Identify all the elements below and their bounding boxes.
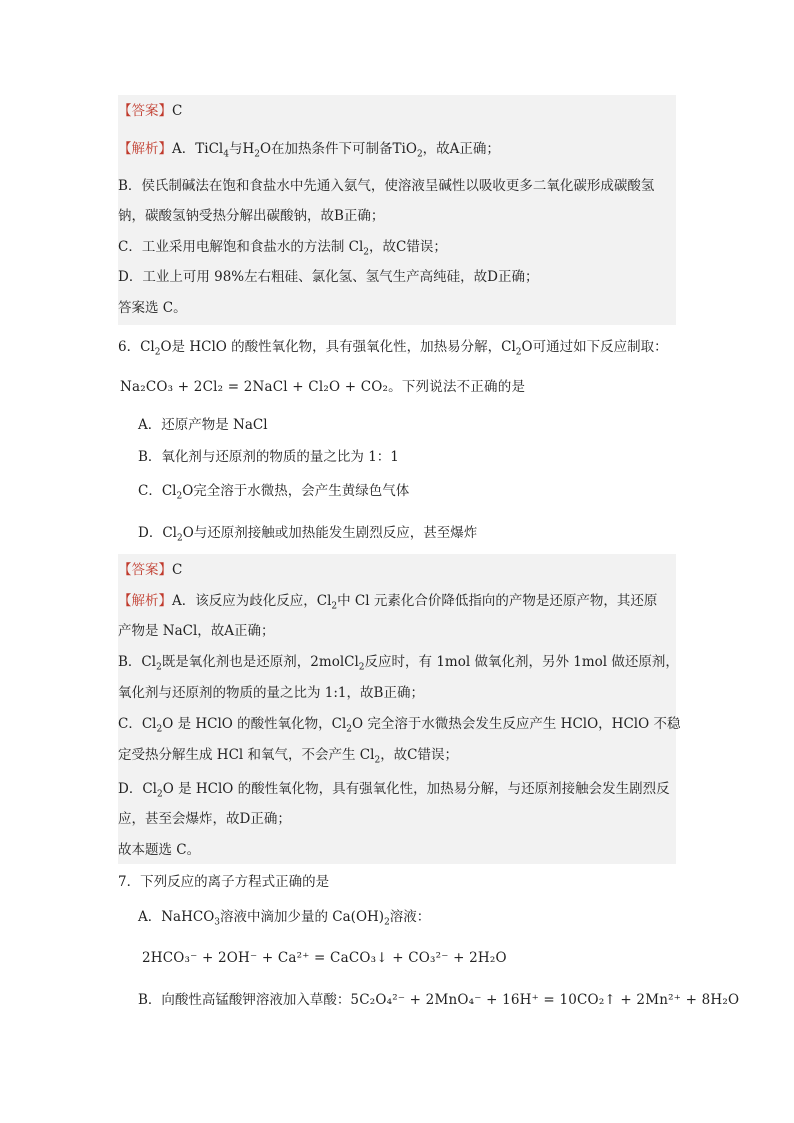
equation-q7-b: 5C₂O₄²⁻ + 2MnO₄⁻ + 16H⁺ = 10CO₂↑ + 2Mn²⁺ + 8H₂O — [350, 992, 740, 1008]
analysis-label: 【解析】 — [118, 141, 172, 157]
analysis-line-d1: D．$Cl_2O$ 是 HClO 的酸性氧化物，具有强氧化性，加热易分解，与还原剂接触会发生剧烈反 — [118, 781, 670, 800]
option-b-q6: B．氧化剂与还原剂的物质的量之比为 1：1 — [138, 449, 399, 465]
analysis-line-c1: C．$Cl_2O$ 是 HClO 的酸性氧化物，$Cl_2O$ 完全溶于水微热会发生反应产生 HClO，HClO 不稳 — [118, 716, 681, 735]
question-stem-q7: 7．下列反应的离子方程式正确的是 — [118, 874, 330, 890]
analysis-line-a2: 产物是 NaCl，故A正确； — [118, 623, 275, 639]
analysis-line-b2: 钠，碳酸氢钠受热分解出碳酸钠，故B正确； — [118, 208, 385, 224]
answer-label: 【答案】 — [118, 103, 172, 119]
analysis-label: 【解析】 — [118, 593, 172, 609]
answer-line — [118, 560, 182, 580]
analysis-line-c2: 定受热分解生成 HCl 和氧气，不会产生 $Cl_2$，故C错误； — [118, 747, 459, 766]
equation-q6: Na₂CO₃ + 2Cl₂ = 2NaCl + Cl₂O + CO₂。下列说法不正确的是 — [120, 379, 526, 395]
answer-value: C — [172, 562, 183, 578]
question-stem-q6: 6．$Cl_2O$是 HClO 的酸性氧化物，具有强氧化性，加热易分解，$Cl_2O$可通过如下反应制取： — [118, 339, 668, 358]
option-a-q7: A．NaHCO$_3$溶液中滴加少量的 $Ca(OH)_2$溶液： — [138, 909, 431, 928]
option-c-q6: C．$Cl_2O$完全溶于水微热，会产生黄绿色气体 — [138, 483, 410, 502]
equation-q7-a: 2HCO₃⁻ + 2OH⁻ + Ca²⁺ = CaCO₃↓ + CO₃²⁻ + 2H₂O — [142, 950, 507, 966]
option-d-q6: D．$Cl_2O$与还原剂接触或加热能发生剧烈反应，甚至爆炸 — [138, 525, 478, 544]
equation-text: Na₂CO₃ + 2Cl₂ = 2NaCl + Cl₂O + CO₂ — [120, 379, 389, 395]
analysis-line-b2: 氧化剂与还原剂的物质的量之比为 1:1，故B正确； — [118, 685, 424, 701]
option-b-q7: B．向酸性高锰酸钾溶液加入草酸：5C₂O₄²⁻ + 2MnO₄⁻ + 16H⁺ = 10CO₂↑ + 2Mn²⁺ + 8H₂O — [138, 992, 740, 1008]
answer-line — [118, 101, 182, 121]
analysis-line-b1: B．侯氏制碱法在饱和食盐水中先通入氨气，使溶液呈碱性以吸收更多二氧化碳形成碳酸氢 — [118, 178, 655, 194]
analysis-line-b1: B．$Cl_2$既是氧化剂也是还原剂，2molCl$_2$反应时，有 1mol 做氧化剂，另外 1mol 做还原剂， — [118, 654, 679, 673]
answer-label: 【答案】 — [118, 562, 172, 578]
analysis-line-a1: 【解析】A．该反应为歧化反应，$Cl_2$中 Cl 元素化合价降低指向的产物是还原产物，其还原 — [118, 593, 658, 612]
analysis-line-a: 【解析】A．TiCl$_4$与$H_2O$在加热条件下可制备TiO$_2$，故A正确； — [118, 141, 500, 160]
analysis-line-d2: 应，甚至会爆炸，故D正确； — [118, 811, 291, 827]
conclusion-line: 故本题选 C。 — [118, 842, 201, 858]
answer-value: C — [172, 103, 183, 119]
option-a-q6: A．还原产物是 NaCl — [138, 417, 268, 433]
conclusion-line: 答案选 C。 — [118, 300, 187, 316]
analysis-line-d: D．工业上可用 98%左右粗硅、氯化氢、氢气生产高纯硅，故D正确； — [118, 269, 539, 285]
analysis-line-c: C．工业采用电解饱和食盐水的方法制 $Cl_2$，故C错误； — [118, 239, 447, 258]
